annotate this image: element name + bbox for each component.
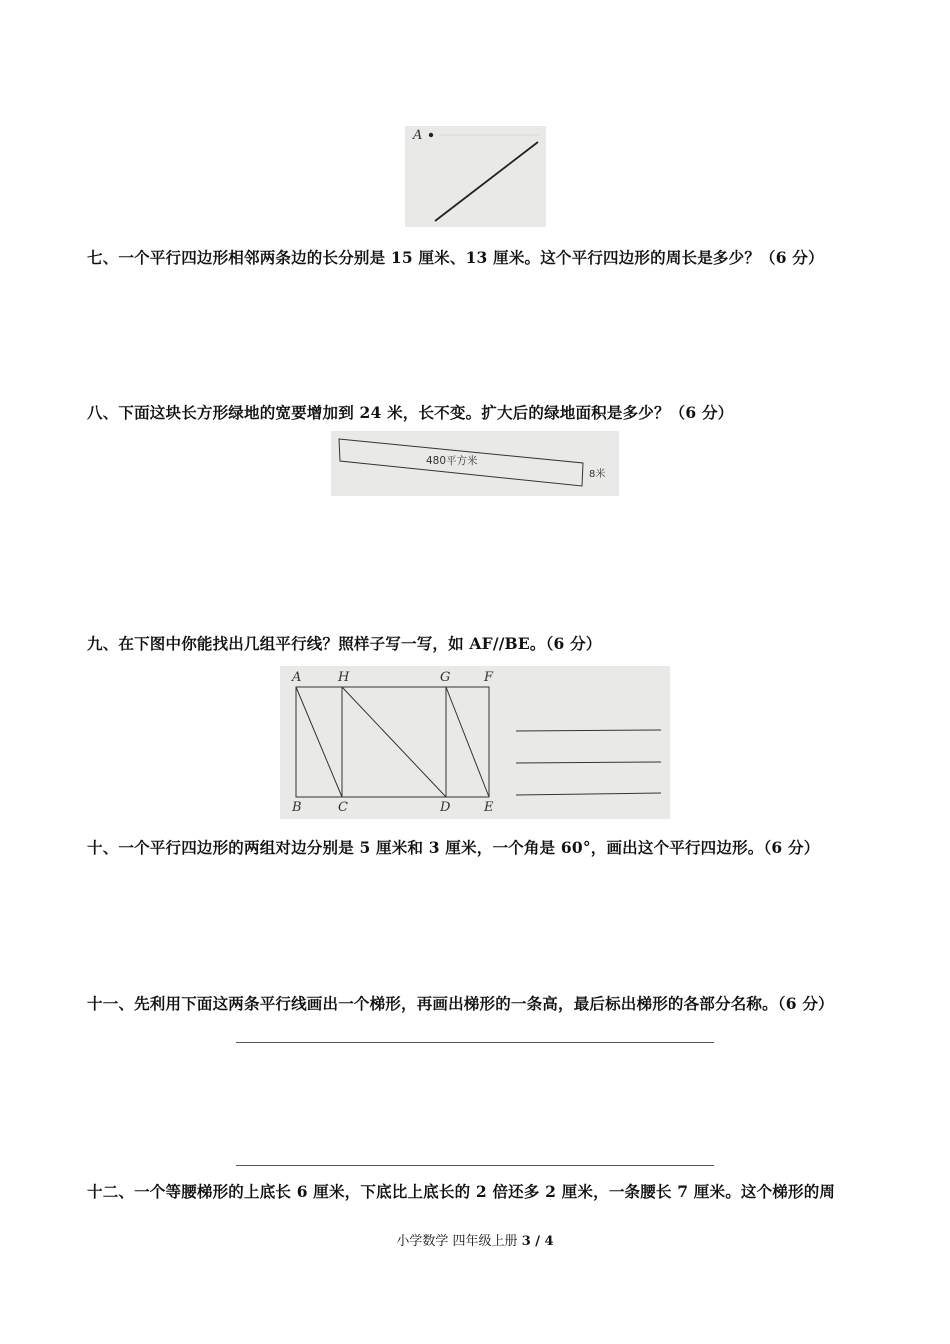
question-10: 十、一个平行四边形的两组对边分别是 5 厘米和 3 厘米，一个角是 60°，画出这个平行四边形。（6 分） xyxy=(87,838,820,857)
area-label: 480平方米 xyxy=(426,455,478,467)
question-11: 十一、先利用下面这两条平行线画出一个梯形，再画出梯形的一条高，最后标出梯形的各部分名称。（6 分） xyxy=(87,994,834,1013)
page-footer xyxy=(0,1230,950,1249)
label-a: A xyxy=(292,670,302,685)
parallel-lines-diagram xyxy=(280,666,670,819)
segment-ac xyxy=(296,687,342,797)
label-h: H xyxy=(338,670,350,685)
point-a-label: A xyxy=(413,128,423,143)
slanted-line xyxy=(435,142,538,221)
label-f: F xyxy=(484,670,494,685)
label-e: E xyxy=(484,800,494,815)
outer-rectangle xyxy=(296,687,489,797)
parallel-line-bottom xyxy=(236,1165,714,1166)
answer-line-2 xyxy=(516,762,661,763)
point-line-figure xyxy=(405,126,546,227)
question-8: 八、下面这块长方形绿地的宽要增加到 24 米，长不变。扩大后的绿地面积是多少？（6 分） xyxy=(87,403,734,422)
question-9: 九、在下图中你能找出几组平行线？照样子写一写，如 AF//BE。（6 分） xyxy=(87,634,602,653)
point-a xyxy=(429,133,433,137)
answer-line-3 xyxy=(516,793,661,795)
question-12: 十二、一个等腰梯形的上底长 6 厘米，下底比上底长的 2 倍还多 2 厘米，一条腰长 7 厘米。这个梯形的周 xyxy=(87,1182,836,1201)
label-b: B xyxy=(292,800,302,815)
segment-hd xyxy=(342,687,446,797)
parallel-line-top xyxy=(236,1042,714,1043)
footer-subject: 小学数学 四年级上册 xyxy=(396,1234,522,1249)
parallel-lines-figure xyxy=(280,666,670,819)
footer-page-number: 3 / 4 xyxy=(521,1234,554,1249)
question-7: 七、一个平行四边形相邻两条边的长分别是 15 厘米、13 厘米。这个平行四边形的周长是多少？（6 分） xyxy=(87,248,824,267)
label-c: C xyxy=(338,800,348,815)
rectangle-figure xyxy=(331,431,619,496)
label-d: D xyxy=(440,800,451,815)
answer-line-1 xyxy=(516,730,661,731)
point-line-diagram xyxy=(405,126,546,227)
label-g: G xyxy=(440,670,451,685)
width-label: 8米 xyxy=(589,469,606,480)
segment-ge xyxy=(446,687,489,797)
rectangle-diagram xyxy=(331,431,619,496)
